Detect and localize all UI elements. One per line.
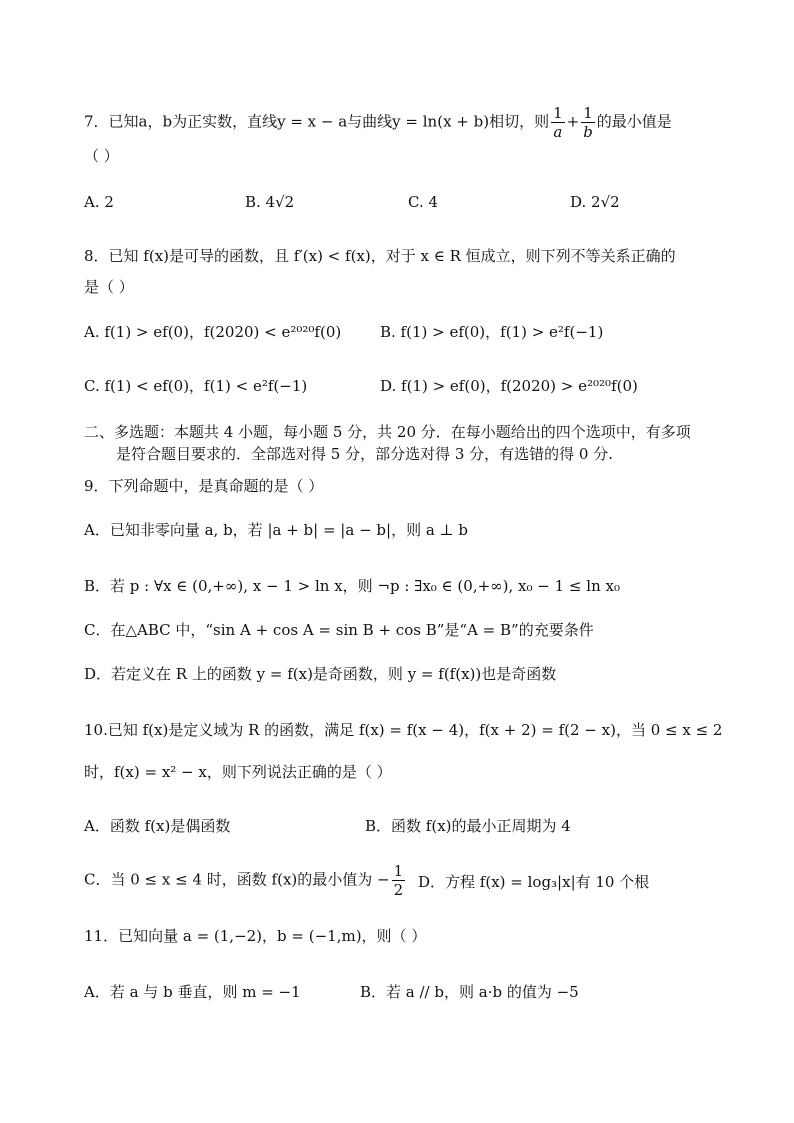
q10-stem-line2: 时，f(x) = x² − x，则下列说法正确的是（ ） [84,763,392,781]
q8-option-c: C. f(1) < ef(0)，f(1) < e²f(−1) [84,377,308,395]
q11-option-b: B．若 a // b，则 a·b 的值为 −5 [360,983,579,1001]
q11-stem: 11．已知向量 a = (1,−2)，b = (−1,m)，则（ ） [84,927,427,945]
q10-option-c [84,862,407,899]
q7-option-a: A. 2 [84,193,114,211]
q10-option-c-text: C．当 0 ≤ x ≤ 4 时，函数 f(x)的最小值为 − [84,870,390,889]
q10-option-c-fraction [392,862,406,899]
q9-option-c: C．在△ABC 中，“sin A + cos A = sin B + cos B”是“A = B”的充要条件 [84,621,594,639]
q10-optc-den: 2 [393,881,404,899]
q7-answer-paren: （ ） [84,147,119,165]
q10-option-b: B．函数 f(x)的最小正周期为 4 [365,817,571,835]
q8-option-b: B. f(1) > ef(0)，f(1) > e²f(−1) [380,323,604,341]
q8-stem-line1: 8．已知 f(x)是可导的函数，且 f′(x) < f(x)，对于 x ∈ R 恒成立，则下列不等关系正确的 [84,247,676,265]
q9-stem: 9．下列命题中，是真命题的是（ ） [84,477,324,495]
q10-option-a: A．函数 f(x)是偶函数 [84,817,231,835]
q7-frac1-den: a [553,123,563,141]
section2-instructions-line1: 二、多选题：本题共 4 小题，每小题 5 分，共 20 分．在每小题给出的四个选项中，有多项 [84,423,691,441]
q8-stem-line2: 是（ ） [84,278,134,296]
section2-instructions-line2: 是符合题目要求的．全部选对得 5 分，部分选对得 3 分，有选错的得 0 分. [116,445,614,463]
q7-stem [84,104,672,141]
q7-option-b: B. 4√2 [245,193,295,211]
q10-stem-line1: 10.已知 f(x)是定义域为 R 的函数，满足 f(x) = f(x − 4)，f(x + 2) = f(2 − x)，当 0 ≤ x ≤ 2 [84,721,723,739]
q9-option-a: A．已知非零向量 a, b，若 |a + b| = |a − b|，则 a ⊥ b [84,521,469,539]
q7-option-c: C. 4 [408,193,439,211]
q11-option-a: A．若 a 与 b 垂直，则 m = −1 [84,983,301,1001]
q7-fraction-2 [581,104,595,141]
q7-stem-end: 的最小值是 [596,112,672,131]
q7-frac1-num: 1 [553,104,563,122]
q7-frac2-den: b [583,123,593,141]
q7-plus: + [566,112,580,131]
q7-stem-text: 7．已知a，b为正实数，直线y = x − a与曲线y = ln(x + b)相切，则 [84,112,550,131]
q8-option-d: D. f(1) > ef(0)，f(2020) > e²⁰²⁰f(0) [380,377,638,395]
q8-option-a: A. f(1) > ef(0)，f(2020) < e²⁰²⁰f(0) [84,323,342,341]
q7-option-d: D. 2√2 [570,193,620,211]
q7-fraction-1 [551,104,565,141]
q9-option-d: D．若定义在 R 上的函数 y = f(x)是奇函数，则 y = f(f(x))也是奇函数 [84,665,557,683]
q7-frac2-num: 1 [583,104,593,122]
q10-optc-num: 1 [393,862,404,880]
q10-option-d: D．方程 f(x) = log₃|x|有 10 个根 [418,873,650,891]
q9-option-b: B．若 p : ∀x ∈ (0,+∞), x − 1 > ln x，则 ¬p : ∃x₀ ∈ (0,+∞), x₀ − 1 ≤ ln x₀ [84,577,620,595]
